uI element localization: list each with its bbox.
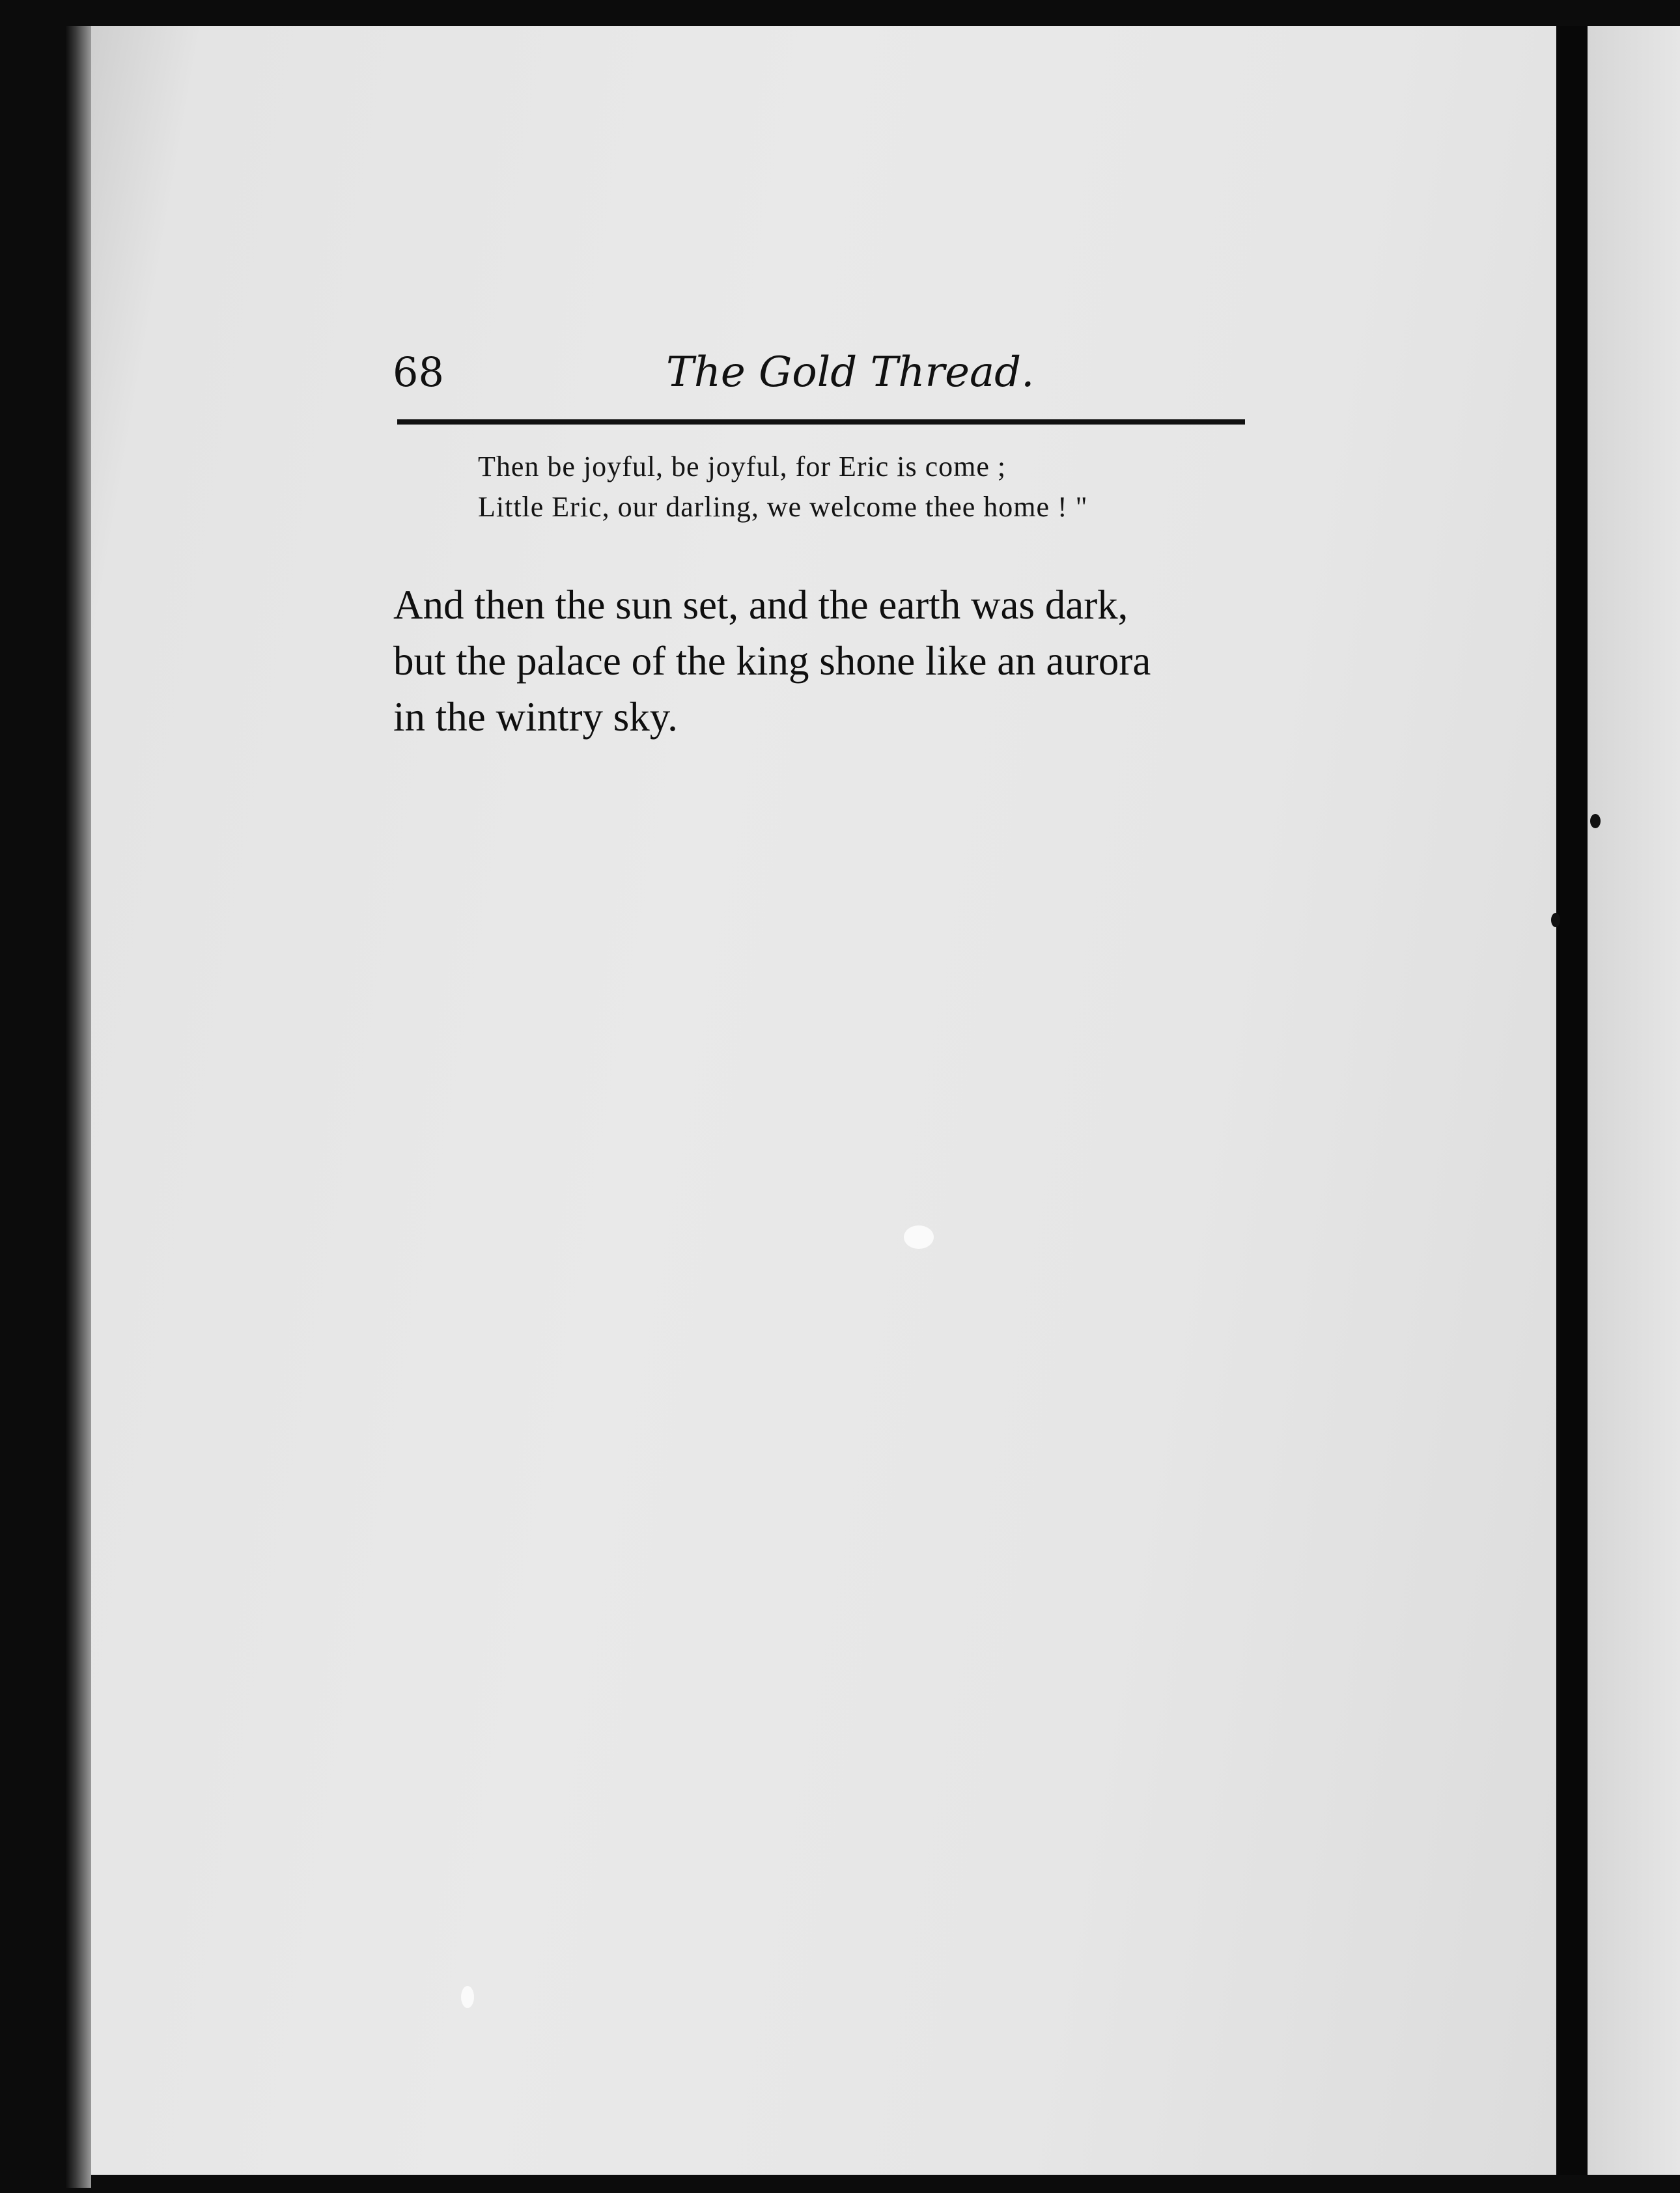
ink-speck	[1590, 814, 1601, 828]
ink-speck	[1551, 913, 1560, 927]
body-paragraph	[393, 577, 1253, 745]
top-scan-edge	[0, 0, 1680, 26]
book-gutter	[1556, 26, 1588, 2175]
header-rule	[397, 419, 1245, 425]
running-head	[393, 340, 1246, 405]
page-number: 68	[393, 348, 444, 396]
left-binding-edge	[65, 26, 91, 2188]
paragraph-line: but the palace of the king shone like an aurora	[393, 638, 1151, 684]
verse-line: Little Eric, our darling, we welcome thee home ! "	[478, 491, 1088, 523]
running-title: The Gold Thread.	[666, 348, 1035, 397]
paper-blemish	[461, 1986, 474, 2008]
verse-quotation	[478, 447, 1227, 527]
paragraph-line: in the wintry sky.	[393, 694, 678, 740]
paragraph-line: And then the sun set, and the earth was dark,	[393, 582, 1128, 628]
facing-page-edge	[1588, 26, 1680, 2175]
verse-line: Then be joyful, be joyful, for Eric is come ;	[478, 451, 1007, 482]
paper-blemish	[904, 1225, 934, 1249]
